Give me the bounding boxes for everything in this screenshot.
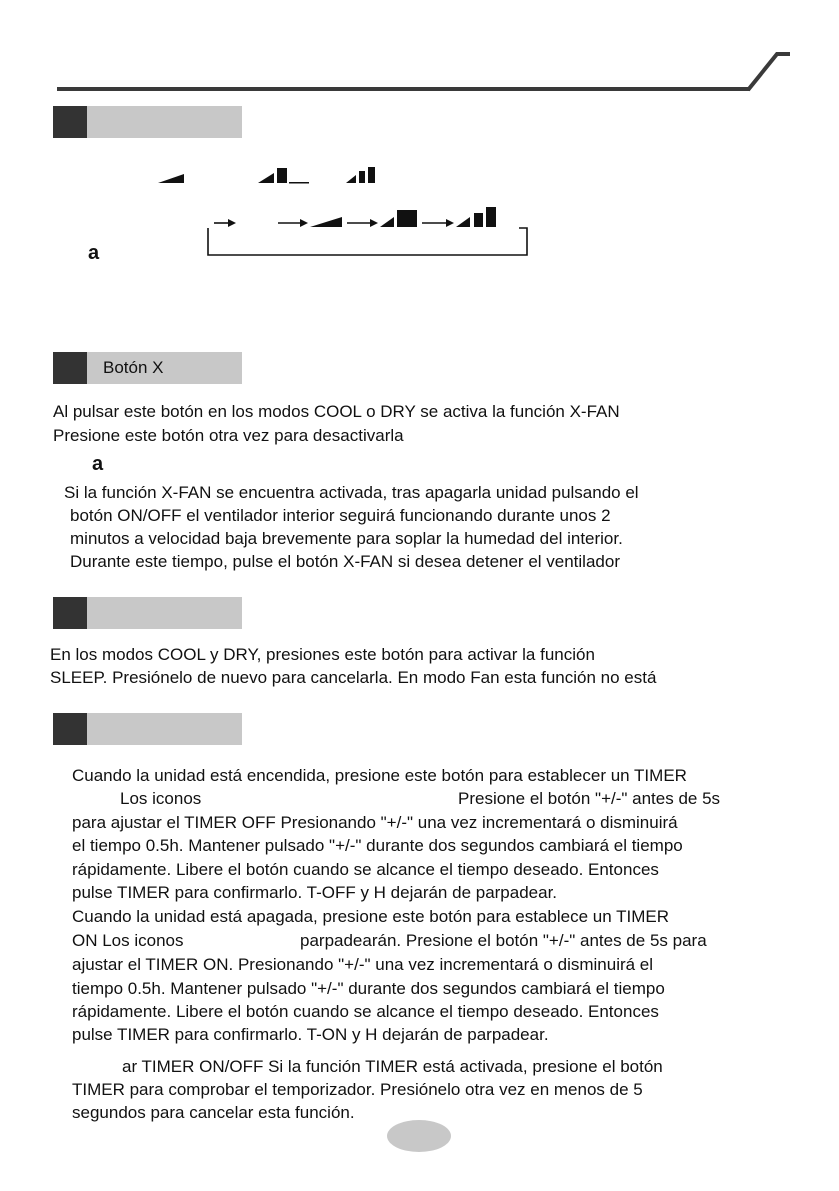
- fan-high-icon: [456, 217, 470, 227]
- timer-line-9: ajustar el TIMER ON. Presionando "+/-" una vez incrementará o disminuirá el: [72, 955, 654, 974]
- sleep-line-1: En los modos COOL y DRY, presiones este botón para activar la función: [50, 645, 595, 664]
- xfan-line-2: Presione este botón otra vez para desactivarla: [53, 426, 404, 445]
- section-marker: [53, 352, 87, 384]
- timer-line-12: pulse TIMER para confirmarlo. T-ON y H dejarán de parpadear.: [72, 1025, 549, 1044]
- xfan-note-line-3: minutos a velocidad baja brevemente para soplar la humedad del interior.: [70, 529, 623, 548]
- arrow-right-icon: [446, 219, 454, 227]
- timer-line-8a: ON Los iconos: [72, 931, 184, 950]
- fan-speed-icons: [150, 165, 390, 187]
- timer-line-13: ar TIMER ON/OFF Si la función TIMER está activada, presione el botón: [122, 1057, 663, 1076]
- timer-line-11: rápidamente. Libere el botón cuando se alcance el tiempo deseado. Entonces: [72, 1002, 659, 1021]
- timer-line-2a: Los iconos: [120, 789, 202, 808]
- timer-line-4: el tiempo 0.5h. Mantener pulsado "+/-" durante dos segundos cambiará el tiempo: [72, 836, 683, 855]
- section-sleep-header: [53, 597, 242, 629]
- fan-high-icon: [346, 175, 356, 183]
- section-marker: [53, 713, 87, 745]
- section-xfan-title: Botón X: [103, 358, 164, 377]
- fan-mid-icon: [258, 173, 274, 183]
- fan-low-icon: [158, 174, 184, 183]
- timer-line-1: Cuando la unidad está encendida, presione este botón para establecer un TIMER: [72, 766, 687, 785]
- sleep-line-2: SLEEP. Presiónelo de nuevo para cancelarla. En modo Fan esta función no está: [50, 668, 657, 687]
- timer-line-5: rápidamente. Libere el botón cuando se alcance el tiempo deseado. Entonces: [72, 860, 659, 879]
- xfan-note-line-1: Si la función X-FAN se encuentra activada, tras apagarla unidad pulsando el: [64, 483, 639, 502]
- timer-line-15: segundos para cancelar esta función.: [72, 1103, 355, 1122]
- timer-line-6: pulse TIMER para confirmarlo. T-OFF y H dejarán de parpadear.: [72, 883, 558, 902]
- section-marker: [53, 597, 87, 629]
- fan-low-icon: [310, 217, 342, 227]
- xfan-note-line-2: botón ON/OFF el ventilador interior seguirá funcionando durante unos 2: [70, 506, 611, 525]
- arrow-right-icon: [228, 219, 236, 227]
- timer-line-3: para ajustar el TIMER OFF Presionando "+/-" una vez incrementará o disminuirá: [72, 813, 678, 832]
- page-number-badge: [387, 1120, 451, 1152]
- timer-line-14: TIMER para comprobar el temporizador. Presiónelo otra vez en menos de 5: [72, 1080, 643, 1099]
- header-corner: [745, 50, 795, 95]
- section-xfan-header: [53, 352, 242, 384]
- fan-note-marker: a: [88, 242, 100, 264]
- timer-line-8b: parpadearán. Presione el botón "+/-" antes de 5s para: [300, 931, 707, 950]
- timer-line-2b: Presione el botón "+/-" antes de 5s: [458, 789, 721, 808]
- xfan-note-line-4: Durante este tiempo, pulse el botón X-FAN si desea detener el ventilador: [70, 552, 620, 571]
- xfan-line-1: Al pulsar este botón en los modos COOL o DRY se activa la función X-FAN: [53, 402, 620, 421]
- fan-cycle-diagram: [200, 205, 540, 260]
- arrow-right-icon: [300, 219, 308, 227]
- xfan-note-marker: a: [92, 453, 104, 475]
- arrow-right-icon: [370, 219, 378, 227]
- header-rule: [57, 87, 750, 91]
- timer-line-10: tiempo 0.5h. Mantener pulsado "+/-" durante dos segundos cambiará el tiempo: [72, 979, 665, 998]
- timer-line-7: Cuando la unidad está apagada, presione este botón para establece un TIMER: [72, 907, 669, 926]
- section-timer-header: [53, 713, 242, 745]
- fan-mid-icon: [380, 217, 394, 227]
- section-fan-header: [53, 106, 242, 138]
- section-marker: [53, 106, 87, 138]
